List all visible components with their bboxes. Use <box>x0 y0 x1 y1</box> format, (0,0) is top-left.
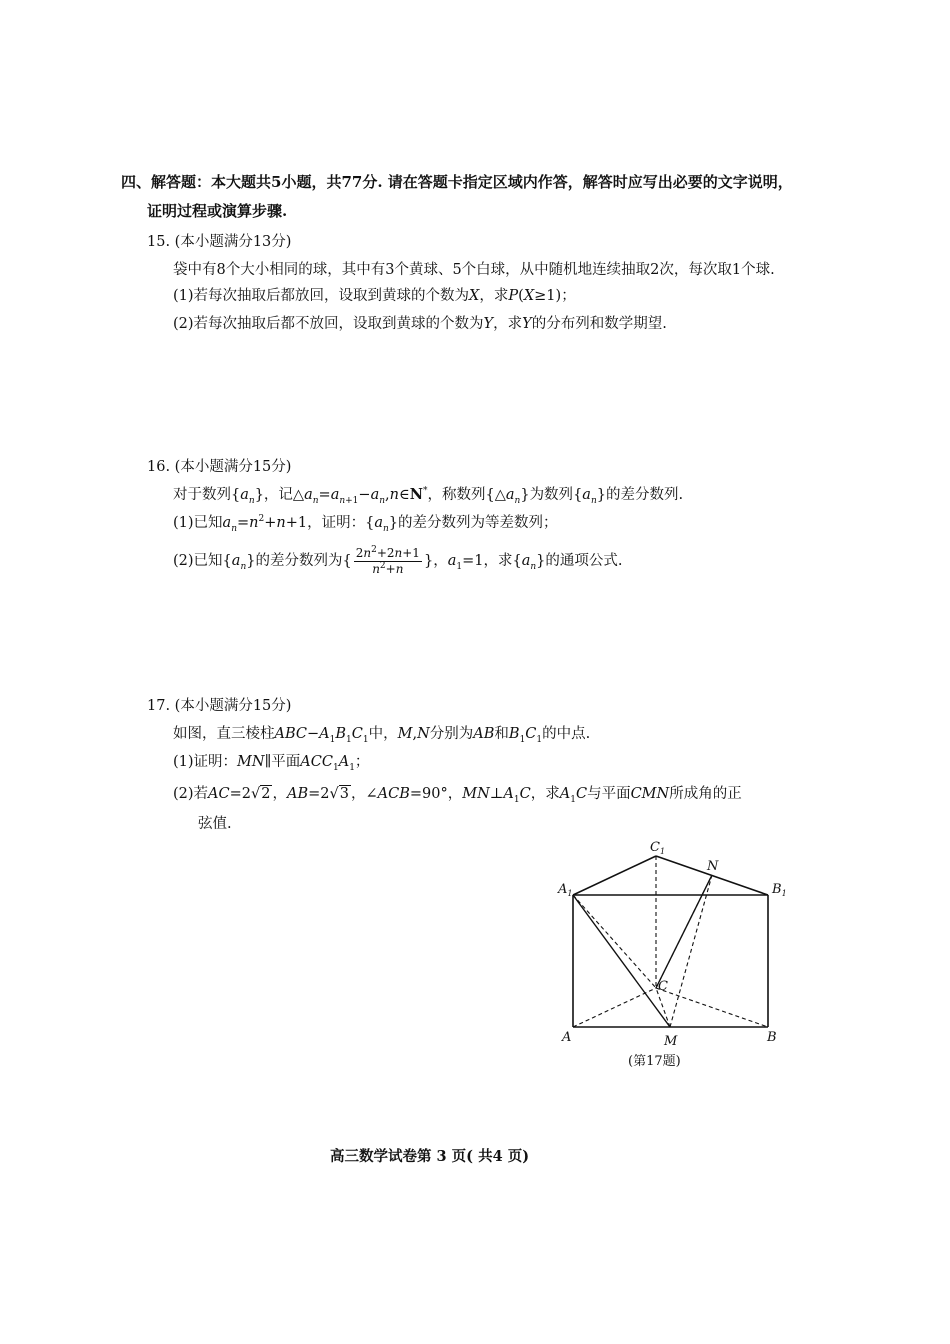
q17-head: 17. (本小题满分15分) <box>147 698 292 714</box>
section-title-line1: 四、解答题：本大题共5小题，共77分. 请在答题卡指定区域内作答，解答时应写出必要的文字说明， <box>121 173 793 191</box>
q15-part2: (2)若每次抽取后都不放回，设取到黄球的个数为Y，求Y的分布列和数学期望. <box>173 316 667 332</box>
label-n: N <box>707 859 719 874</box>
q17-part1: (1)证明：MN∥平面$ACC_1A_1$； <box>173 754 370 773</box>
segment-nc <box>656 875 712 988</box>
label-b1: $B_1$ <box>772 882 787 898</box>
segment-a1c <box>573 895 656 988</box>
segment-mn <box>670 875 712 1027</box>
label-c: C <box>658 979 668 994</box>
label-c1: $C_1$ <box>650 840 666 856</box>
figure-caption: (第17题) <box>628 1054 681 1069</box>
page-footer: 高三数学试卷第 3 页( 共4 页) <box>330 1148 530 1165</box>
q16-part2: (2)已知$\{a_n\}$的差分数列为{ $\frac{2n^2+2n+1}{n^2+n}$ }，$a_1=1$，求$\{a_n\}$的通项公式. <box>173 544 623 576</box>
q17-stem: 如图，直三棱柱$ABC-A_1B_1C_1$中，M,N分别为AB和$B_1C_1$的中点. <box>173 726 591 745</box>
edge-a1c1 <box>573 856 656 895</box>
prism-figure <box>540 835 800 1050</box>
label-b: B <box>767 1030 777 1045</box>
q17-part2: (2)若AC=2√2 ，AB=2√3 ，∠ACB=90°，$MN\perp A_1C$，求$A_1C$与平面CMN所成角的正 <box>173 786 742 805</box>
section-title-line2: 证明过程或演算步骤. <box>147 202 288 220</box>
q16-head: 16. (本小题满分15分) <box>147 459 292 475</box>
q15-head: 15. (本小题满分13分) <box>147 234 292 250</box>
edge-cb <box>656 988 768 1027</box>
edge-ac <box>573 988 656 1027</box>
label-a1: $A_1$ <box>558 882 573 898</box>
q15-stem: 袋中有8个大小相同的球，其中有3个黄球、5个白球，从中随机地连续抽取2次，每次取1个球. <box>173 262 775 278</box>
q16-part1: (1)已知$a_n=n^2+n+1$，证明：$\{a_n\}$的差分数列为等差数列； <box>173 514 558 534</box>
label-a: A <box>562 1030 572 1045</box>
q15-part1: (1)若每次抽取后都放回，设取到黄球的个数为X，求P(X≥1)； <box>173 288 576 304</box>
q17-part2-line2: 弦值. <box>198 816 232 832</box>
q16-stem: 对于数列$\{a_n\}$，记$\triangle a_n=a_{n+1}-a_n,n\in N^*$，称数列$\{\triangle a_n\}$为数列$\{a_n\}$的差分数列. <box>173 486 684 506</box>
label-m: M <box>664 1034 678 1049</box>
